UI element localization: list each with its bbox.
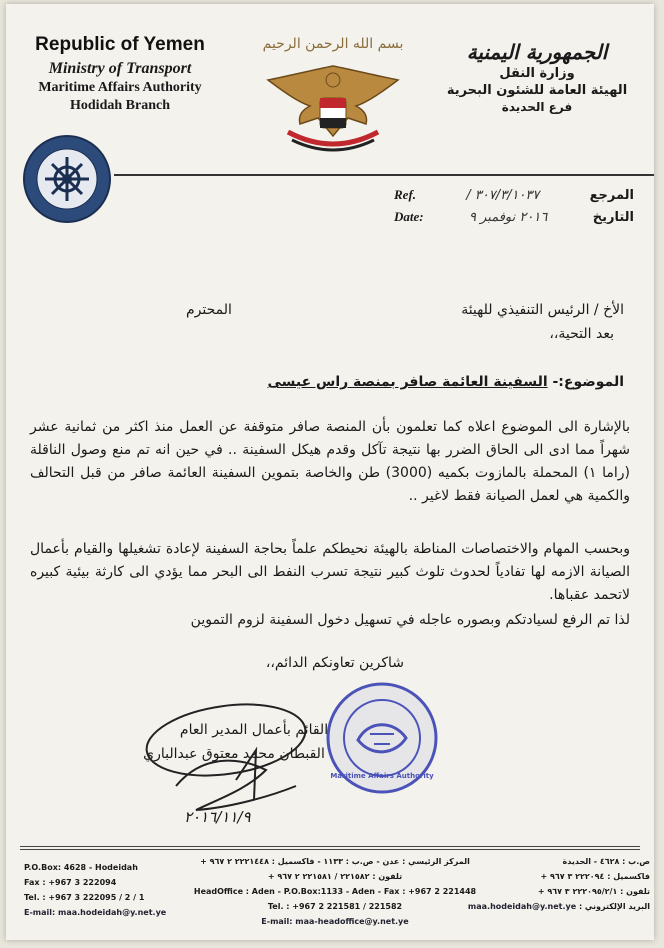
ref-number: / ٣٠٧/٣/١٠٣٧ — [466, 187, 540, 203]
respect-salutation: المحترم — [186, 302, 232, 318]
footer-branch-ar-3: تلفون : ٢٢٢٠٩٥/٢/١ ٣ ٩٦٧ + — [537, 887, 650, 896]
arabic-letterhead — [432, 40, 642, 114]
official-stamp-icon — [324, 680, 440, 796]
english-letterhead — [20, 34, 220, 114]
letter-page — [6, 4, 654, 940]
footer-tel: Tel. : +967 3 222095 / 2 / 1 — [24, 893, 145, 902]
footer-pobox: P.O.Box: 4628 - Hodeidah — [24, 863, 138, 872]
authority-name-en: Maritime Affairs Authority — [38, 80, 202, 95]
branch-name-ar: فرع الحديدة — [501, 100, 573, 114]
ref-label-ar: المرجع — [589, 187, 634, 203]
footer-headoffice-ar-1: المركز الرئيسي : عدن - ص.ب : ١١٣٣ - فاكسميل : ٢٢٢١٤٤٨ ٢ ٩٦٧ + — [200, 857, 470, 866]
signature-date: ٢٠١٦/١١/٩ — [184, 808, 251, 826]
paragraph-3: لذا تم الرفع لسيادتكم وبصوره عاجله في تسهيل دخول السفينة لزوم التموين — [190, 612, 630, 628]
footer-branch-ar — [450, 854, 650, 914]
branch-name-en: Hodidah Branch — [70, 98, 170, 113]
footer-headoffice-email[interactable]: E-mail: maa-headoffice@y.net.ye — [261, 917, 409, 926]
subject-label: الموضوع:- — [552, 374, 624, 390]
authority-name-ar: الهيئة العامة للشئون البحرية — [446, 83, 628, 98]
basmala-motto: بسم الله الرحمن الرحيم — [262, 36, 404, 52]
stamp-text: Maritime Affairs Authority — [330, 772, 434, 780]
footer-branch-email[interactable]: maa.hodeidah@y.net.ye — [467, 902, 577, 911]
ref-row — [394, 184, 634, 206]
signatory-name: القبطان محمد معتوق عبدالباري — [143, 746, 325, 762]
reference-block — [394, 184, 634, 228]
footer-branch-email-label: البريد الإلكتروني : — [578, 902, 650, 911]
addressee: الأخ / الرئيس التنفيذي للهيئة — [461, 302, 624, 318]
date-label-ar: التاريخ — [592, 209, 634, 225]
footer-headoffice-tel: Tel. : +967 2 221581 / 221582 — [267, 902, 403, 911]
date-label: Date: — [394, 209, 424, 224]
ministry-name-ar: وزارة النقل — [499, 66, 575, 81]
subject-text: السفينة العائمة صافر بمنصة راس عيسى — [267, 374, 548, 390]
footer-divider — [20, 846, 640, 847]
yemen-eagle-emblem-icon — [258, 36, 408, 164]
paragraph-2: وبحسب المهام والاختصاصات المناطة بالهيئة نحيطكم علماً بحاجة السفينة لإعادة تشغيلها والقيام بأعمال الصيانة الازمه لها تفادياً لحدوث تلوث كبير نتيجة تسرب النفط الى البحر مما يؤدي الى كارثة بيئية كبيره لاتحمد عقباها. — [30, 541, 630, 603]
footer-divider-2 — [20, 849, 640, 850]
footer-branch-email-row — [450, 899, 650, 914]
ministry-name-en: Ministry of Transport — [48, 60, 192, 77]
footer-headoffice-ar-2: تلفون : ٢٢١٥٨٢ / ٢٢١٥٨١ ٢ ٩٦٧ + — [267, 872, 403, 881]
date-row — [394, 206, 634, 228]
closing-thanks: شاكرين تعاونكم الدائم،، — [265, 655, 404, 671]
country-name-en: Republic of Yemen — [35, 34, 205, 55]
footer-headoffice-address: HeadOffice : Aden - P.O.Box:1133 - Aden - Fax : +967 2 221448 — [193, 887, 477, 896]
footer-headoffice — [190, 854, 480, 929]
maritime-affairs-seal-icon — [22, 134, 112, 224]
footer-branch-ar-2: فاكسميل : ٢٢٢٠٩٤ ٣ ٩٦٧ + — [540, 872, 650, 881]
subject-line — [204, 374, 624, 390]
ref-label: Ref. — [394, 187, 417, 202]
footer-branch-en — [24, 860, 174, 920]
signatory-title: القائم بأعمال المدير العام — [179, 722, 329, 738]
date-value: ٢٠١٦ نوفمبر ٩ — [468, 209, 548, 225]
paragraph-1: بالإشارة الى الموضوع اعلاه كما تعلمون بأن المنصة صافر متوقفة عن العمل منذ اكثر من ثمانية عشر شهراً مما ادى الى الحاق الضرر بها نتيجة تآكل وقدم هيكل السفينة .. في حين انه تم منع وصول الناقلة (راما ١) المحملة بالمازوت بكميه (3000) طن والخاصة بتموين السفينة العائمة صافر من قبل التحالف والكمية هي لعمل الصيانة فقط لاغير .. — [30, 419, 631, 504]
country-name-ar: الجمهورية اليمنية — [466, 40, 608, 64]
greeting: بعد التحية،، — [549, 326, 614, 342]
footer-fax: Fax : +967 3 222094 — [24, 878, 117, 887]
header-divider — [114, 174, 654, 176]
footer-branch-ar-1: ص.ب : ٤٦٢٨ - الحديدة — [562, 857, 650, 866]
footer-email[interactable]: E-mail: maa.hodeidah@y.net.ye — [24, 908, 167, 917]
